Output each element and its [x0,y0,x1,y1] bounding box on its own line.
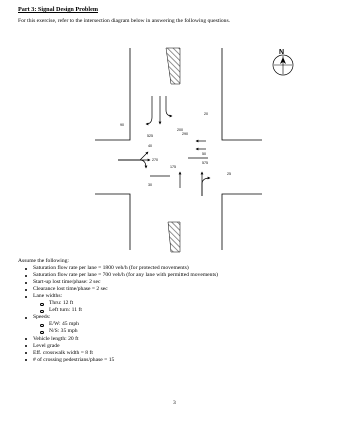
vol-wb-left: 290 [182,132,188,136]
assumption-item: Start-up lost time/phase: 2 sec [18,279,218,286]
sb-left-arrow [146,96,152,124]
vol-eb-thru: 40 [148,144,152,148]
south-median [168,222,180,252]
vol-eb-right: 270 [152,158,158,162]
assumption-subitem: Thru: 12 ft [18,300,218,307]
sb-right-arrow [166,96,172,116]
sw-curb [95,194,130,250]
eb-left-arrow [118,152,148,160]
wb-arrows [196,141,206,149]
assumption-item: Saturation flow rate per lane = 700 veh/h (for any lane with permitted movements) [18,272,218,279]
assumption-subitem: E/W: 45 mph [18,321,218,328]
vol-sb-thru: 200 [177,128,183,132]
assumption-item: Eff. crosswalk width = 8 ft [18,350,218,357]
vol-nb-right: 25 [227,172,231,176]
vol-eb-left: 90 [120,123,124,127]
se-curb [222,194,262,250]
sb-arrows [146,96,172,124]
nb-right-arrow [202,178,210,196]
assumption-subitem: N/S: 35 mph [18,328,218,335]
assumption-item: Speeds: [18,314,218,321]
assumption-item: Vehicle length: 20 ft [18,336,218,343]
vol-eb-extra: 30 [148,183,152,187]
volume-labels [120,112,231,187]
eb-arrows [118,152,150,168]
assumption-item: Clearance lost time/phase = 2 sec [18,286,218,293]
vol-nb-left: 175 [170,165,176,169]
ne-curb [222,48,262,140]
assumption-subitem: Left turn: 11 ft [18,307,218,314]
assumption-item: Lane widths: [18,293,218,300]
north-arrow-icon [273,49,293,75]
assumptions-heading: Assume the following: [18,258,69,264]
vol-wb-thru: 50 [202,152,206,156]
assumption-item: Level grade [18,343,218,350]
vol-sb-left: 525 [147,134,153,138]
nb-arrows [180,172,210,196]
assumptions [18,258,218,364]
assumption-item: # of crossing pedestrians/phase = 15 [18,357,218,364]
north-median [166,48,180,84]
nw-curb [95,48,130,140]
page-number: 3 [173,400,176,406]
vol-wb-right: 575 [202,161,208,165]
part-title: Part 3: Signal Design Problem [18,6,98,13]
assumptions-list [18,265,218,364]
eb-right-arrow [140,160,146,168]
vol-sb-right: 20 [204,112,208,116]
intro-text: For this exercise, refer to the intersection diagram below in answering the following questions. [18,18,231,24]
assumption-item: Saturation flow rate per lane = 1800 veh/h (for protected movements) [18,265,218,272]
north-label: N [279,49,285,56]
